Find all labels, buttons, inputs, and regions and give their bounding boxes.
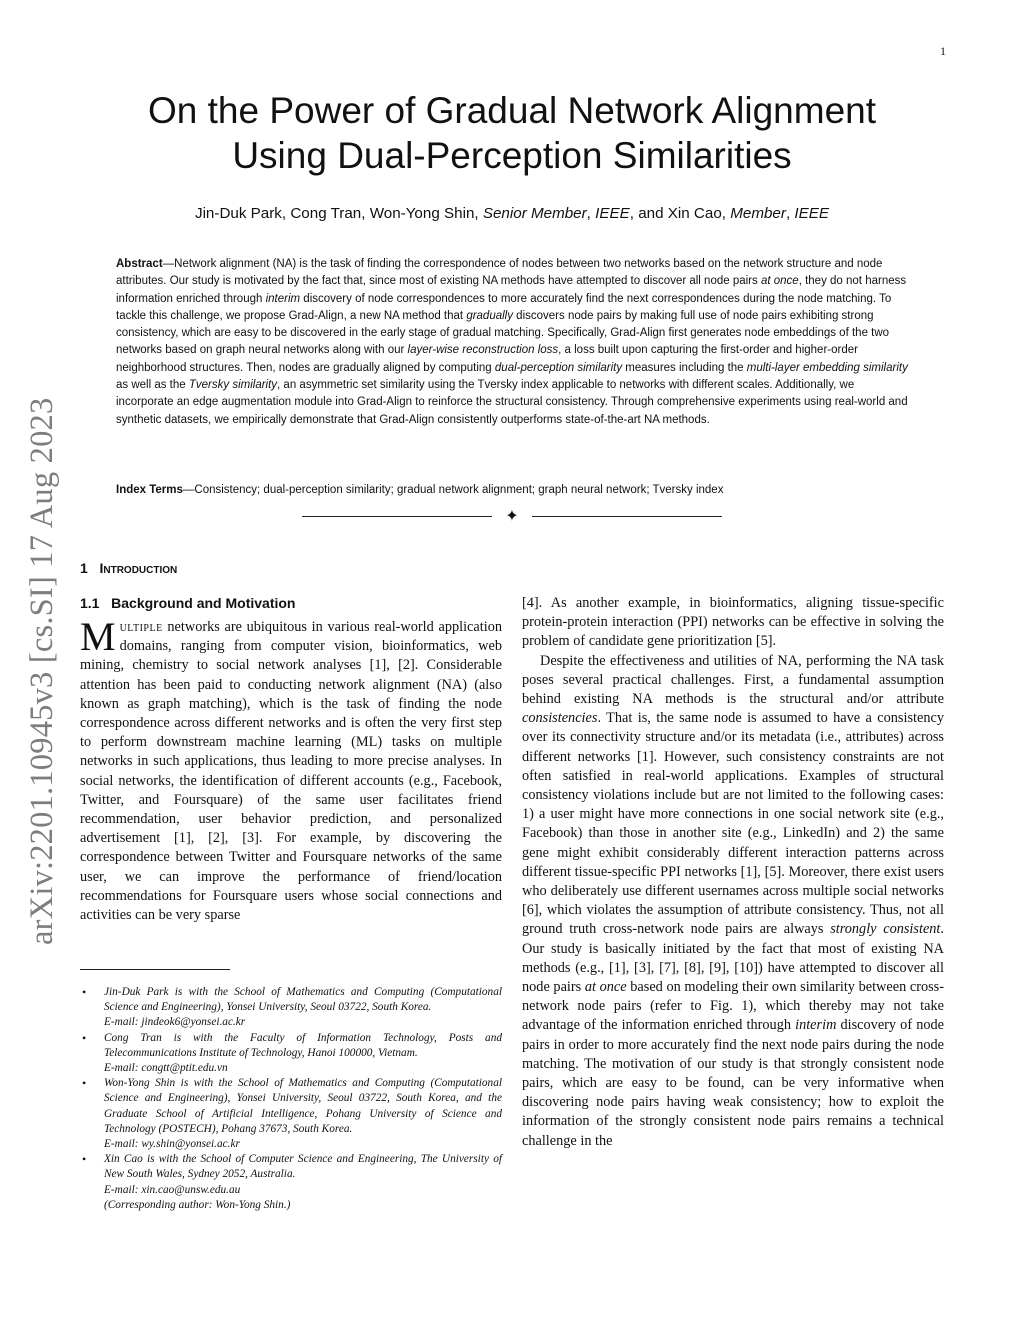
- drop-cap-continuation: ultiple: [119, 619, 163, 635]
- bullet-icon: •: [82, 1152, 87, 1167]
- subsection-number: 1.1: [80, 595, 100, 611]
- footnote-corresponding-author: (Corresponding author: Won-Yong Shin.): [104, 1198, 291, 1211]
- footnote-email: E-mail: wy.shin@yonsei.ac.kr: [104, 1138, 240, 1151]
- page-number: 1: [940, 44, 946, 58]
- footnote-email: E-mail: jindeok6@yonsei.ac.kr: [104, 1016, 246, 1029]
- paragraph-text: . That is, the same node is assumed to have a consistency over its connectivity structure and/or its metadata (i.e., attributes) across different networks [1]. However, such consistency constraints are not often satisfied in real-world applications. Examples of structural consistency violations include but are not limited to the following cases: 1) a user might have more connections in one social network site (e.g., Facebook) than those in another site (e.g., LinkedIn) and 2) the same gene might exhibit considerably different interaction patterns across different tissue-specific PPI networks [1], [5]. Moreover, there exist users who deliberately use different usernames across multiple social networks [6], which violates the assumption of attribute consistency. Thus, not all ground truth cross-network node pairs are always: [522, 710, 944, 938]
- right-column-body: [522, 594, 944, 1254]
- paper-title: [100, 88, 924, 178]
- author-role-1: Senior Member: [482, 205, 587, 222]
- abstract-emphasis: at once: [760, 275, 799, 288]
- abstract-emphasis: dual-perception similarity: [494, 361, 623, 374]
- footnote-item: [80, 1152, 502, 1213]
- paragraph-text: based on modeling their own similarity between cross-network node pairs (refer to Fig. 1), which thereby may not take advantage of the information enriched through: [522, 979, 944, 1034]
- abstract-emphasis: layer-wise reconstruction loss: [407, 344, 559, 357]
- section-title: Introduction: [99, 560, 178, 576]
- authors-part-1: Jin-Duk Park, Cong Tran, Won-Yong Shin,: [194, 205, 483, 222]
- abstract-text: , an asymmetric set similarity using the Tversky index applicable to networks with different scales. Additionally, we incorporate an edge augmentation module into Grad-Align to reinforce the structural consistency. Through comprehensive experiments using real-world and synthetic datasets, we empirically demonstrate that Grad-Align consistently outperforms state-of-the-art NA methods.: [116, 379, 908, 426]
- authors-sep-2: ,: [785, 205, 795, 222]
- paragraph-emphasis: interim: [795, 1017, 837, 1034]
- title-line-1: On the Power of Gradual Network Alignment: [147, 90, 877, 131]
- abstract-label: Abstract: [116, 258, 163, 270]
- author-org-1: IEEE: [595, 205, 630, 222]
- abstract-text: discovers node pairs by making full use of node pairs exhibiting strong consistency, which are easy to be discovered in the early stage of gradual matching. Specifically, Grad-Align first generates node embeddings of the two networks based on graph neural networks along with our: [116, 309, 890, 357]
- bullet-icon: •: [82, 1076, 87, 1091]
- right-paragraph-2: [522, 652, 944, 1151]
- title-line-2: Using Dual-Perception Similarities: [232, 135, 792, 176]
- footnote-rule: [80, 969, 230, 970]
- abstract-text: discovery of node correspondences to more accurately find the next correspondences during the node matching. To tackle this challenge, we propose Grad-Align, a new NA method that: [116, 292, 892, 322]
- author-role-2: Member: [730, 205, 786, 222]
- divider-star-icon: ✦: [505, 506, 519, 525]
- footnote-affiliation: Cong Tran is with the Faculty of Information Technology, Posts and Telecommunications Institute of Technology, Hanoi 100000, Vietnam.: [104, 1031, 502, 1059]
- author-org-2: IEEE: [794, 205, 830, 222]
- abstract-emphasis: gradually: [466, 309, 513, 322]
- subsection-heading: [80, 593, 510, 613]
- abstract-text: , a loss built upon capturing the first-order and higher-order neighborhood structures. Then, nodes are gradually aligned by computing: [116, 344, 858, 374]
- footnote-item: [80, 1076, 502, 1152]
- footnote-affiliation: Jin-Duk Park is with the School of Mathematics and Computing (Computational Science and Engineering), Yonsei University, Seoul 03722, South Korea.: [104, 986, 502, 1014]
- intro-paragraph: [80, 618, 502, 925]
- section-divider: [300, 506, 724, 528]
- author-list: [100, 204, 924, 224]
- index-terms: [116, 482, 908, 498]
- intro-paragraph-text: networks are ubiquitous in various real-world application domains, ranging from computer vision, bioinformatics, web mining, chemistry to social network analyses [1], [2]. Considerable attention has been paid to conducting network alignment (NA) (also known as graph matching), which is the task of finding the node correspondence across different networks and is often the very first step to perform downstream machine learning (ML) tasks on multiple networks in such applications, thus leading to more precise analyses. In social networks, the identification of different accounts (e.g., Facebook, Twitter, and Foursquare) of the same user facilitates friend recommendation, user behavior prediction, and personalized advertisement [1], [2], [3]. For example, by discovering the correspondence between Twitter and Foursquare networks of the same user, we can improve the performance of friend/location recommendations for Foursquare users whose social connections and activities can be very sparse: [80, 619, 502, 924]
- abstract-emphasis: multi-layer embedding similarity: [746, 361, 908, 374]
- footnote-item: [80, 985, 502, 1031]
- paragraph-emphasis: consistencies: [522, 710, 598, 727]
- bullet-icon: •: [82, 985, 87, 999]
- paragraph-emphasis: at once: [584, 979, 627, 996]
- footnote-email: E-mail: congtt@ptit.edu.vn: [104, 1062, 228, 1075]
- bullet-icon: •: [82, 1030, 87, 1045]
- left-column-body: [80, 618, 502, 968]
- right-paragraph-1: [4]. As another example, in bioinformatics, aligning tissue-specific protein-protein interaction (PPI) networks can be effective in solving the problem of candidate gene prioritization [5].: [522, 595, 944, 650]
- abstract: [116, 256, 908, 429]
- abstract-text: measures including the: [622, 361, 747, 374]
- divider-rule-right: [532, 516, 722, 517]
- affiliation-footnotes: [80, 985, 502, 1213]
- drop-cap: M: [80, 618, 116, 659]
- authors-sep-1: ,: [586, 205, 596, 222]
- footnote-affiliation: Won-Yong Shin is with the School of Mathematics and Computing (Computational Science and Engineering), Yonsei University, Seoul 03722, South Korea, and the Graduate School of Artificial Intelligence, Pohang University of Science and Technology (POSTECH), Pohang 37673, South Korea.: [104, 1077, 502, 1135]
- abstract-emphasis: Tversky similarity: [188, 379, 278, 392]
- abstract-text: as well as the: [116, 379, 189, 392]
- paragraph-text: . Our study is basically initiated by the fact that most of existing NA methods (e.g., [1], [3], [7], [8], [9], [10]) have attempted to discover all node pairs: [522, 921, 944, 996]
- section-heading: [80, 558, 510, 578]
- index-terms-label: Index Terms: [116, 484, 183, 496]
- paragraph-text: Despite the effectiveness and utilities of NA, performing the NA task poses several practical challenges. First, a fundamental assumption behind existing NA methods is the structural and/or attribute: [522, 652, 944, 708]
- divider-rule-left: [302, 516, 492, 517]
- abstract-emphasis: interim: [265, 292, 301, 305]
- abstract-text: , they do not harness information enriched through: [116, 275, 907, 305]
- index-terms-text: Consistency; dual-perception similarity; gradual network alignment; graph neural network; Tversky index: [194, 484, 724, 496]
- paragraph-text: discovery of node pairs in order to more accurately find the next node pairs during the node matching. The motivation of our study is that strongly consistent node pairs, which are easy to be found, can be very informative when discovering node pairs having weak consistency; how to exploit the information of the strongly consistent node pairs remains a technical challenge in the: [522, 1017, 944, 1149]
- footnote-email: E-mail: xin.cao@unsw.edu.au: [104, 1183, 241, 1196]
- footnote-affiliation: Xin Cao is with the School of Computer Science and Engineering, The University of New South Wales, Sydney 2052, Australia.: [104, 1153, 502, 1181]
- abstract-text: Network alignment (NA) is the task of finding the correspondence of nodes between two networks based on the network structure and node attributes. Our study is motivated by the fact that, since most of existing NA methods have attempted to discover all node pairs: [116, 258, 883, 288]
- paragraph-emphasis: strongly consistent: [830, 921, 941, 938]
- abstract-dash: —: [162, 258, 175, 270]
- index-terms-dash: —: [182, 484, 195, 496]
- subsection-title: Background and Motivation: [111, 595, 296, 611]
- authors-part-2: , and Xin Cao,: [629, 205, 731, 222]
- footnote-item: [80, 1031, 502, 1077]
- section-number: 1: [80, 560, 88, 576]
- arxiv-stamp: arXiv:2201.10945v3 [cs.SI] 17 Aug 2023: [24, 397, 60, 945]
